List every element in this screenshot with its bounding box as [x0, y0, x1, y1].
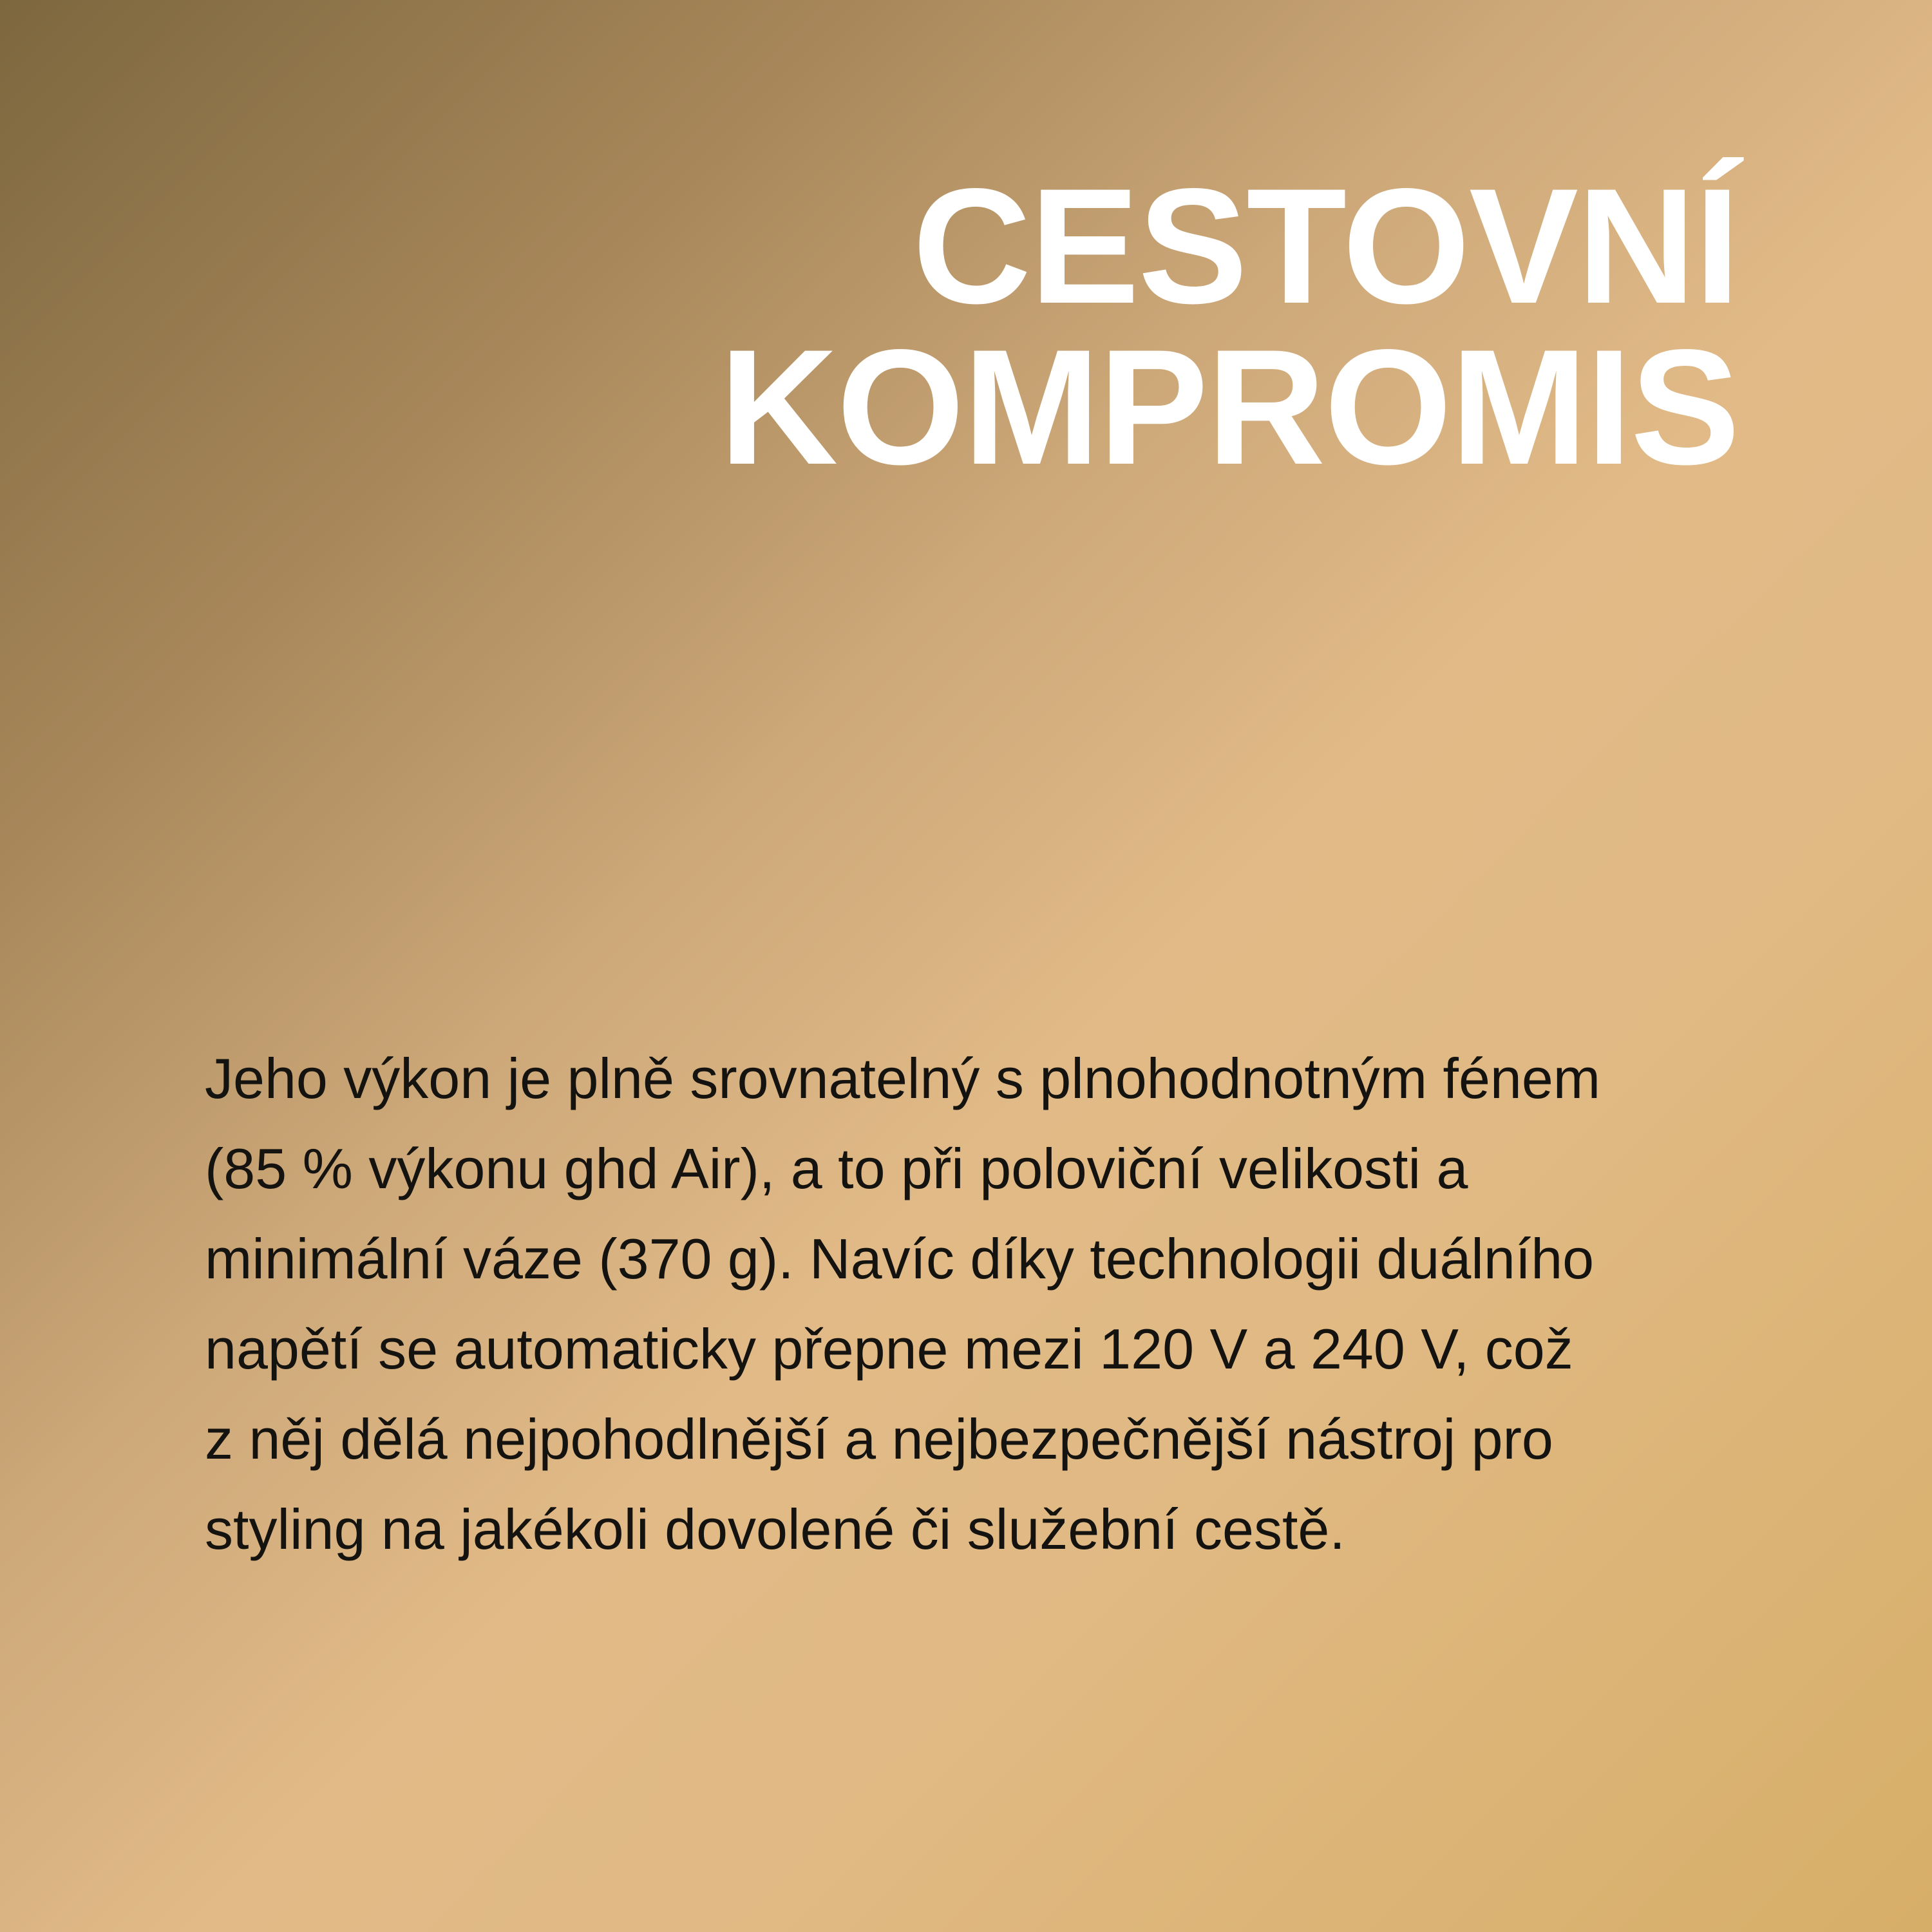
body-line-6: styling na jakékoli dovolené či služební cestě. — [205, 1497, 1345, 1561]
body-line-4: napětí se automaticky přepne mezi 120 V a 240 V, což — [205, 1317, 1573, 1381]
body-line-1: Jeho výkon je plně srovnatelný s plnohodnotným fénem — [205, 1046, 1601, 1110]
body-line-3: minimální váze (370 g). Navíc díky technologii duálního — [205, 1227, 1595, 1291]
body-line-2: (85 % výkonu ghd Air), a to při poloviční velikosti a — [205, 1137, 1468, 1200]
headline-line-1: CESTOVNÍ — [913, 155, 1739, 338]
headline-line-2: KOMPROMIS — [719, 316, 1739, 499]
headline — [719, 155, 1739, 499]
body-paragraph — [205, 1034, 1802, 1575]
body-line-5: z něj dělá nejpohodlnější a nejbezpečnější nástroj pro — [205, 1407, 1553, 1471]
